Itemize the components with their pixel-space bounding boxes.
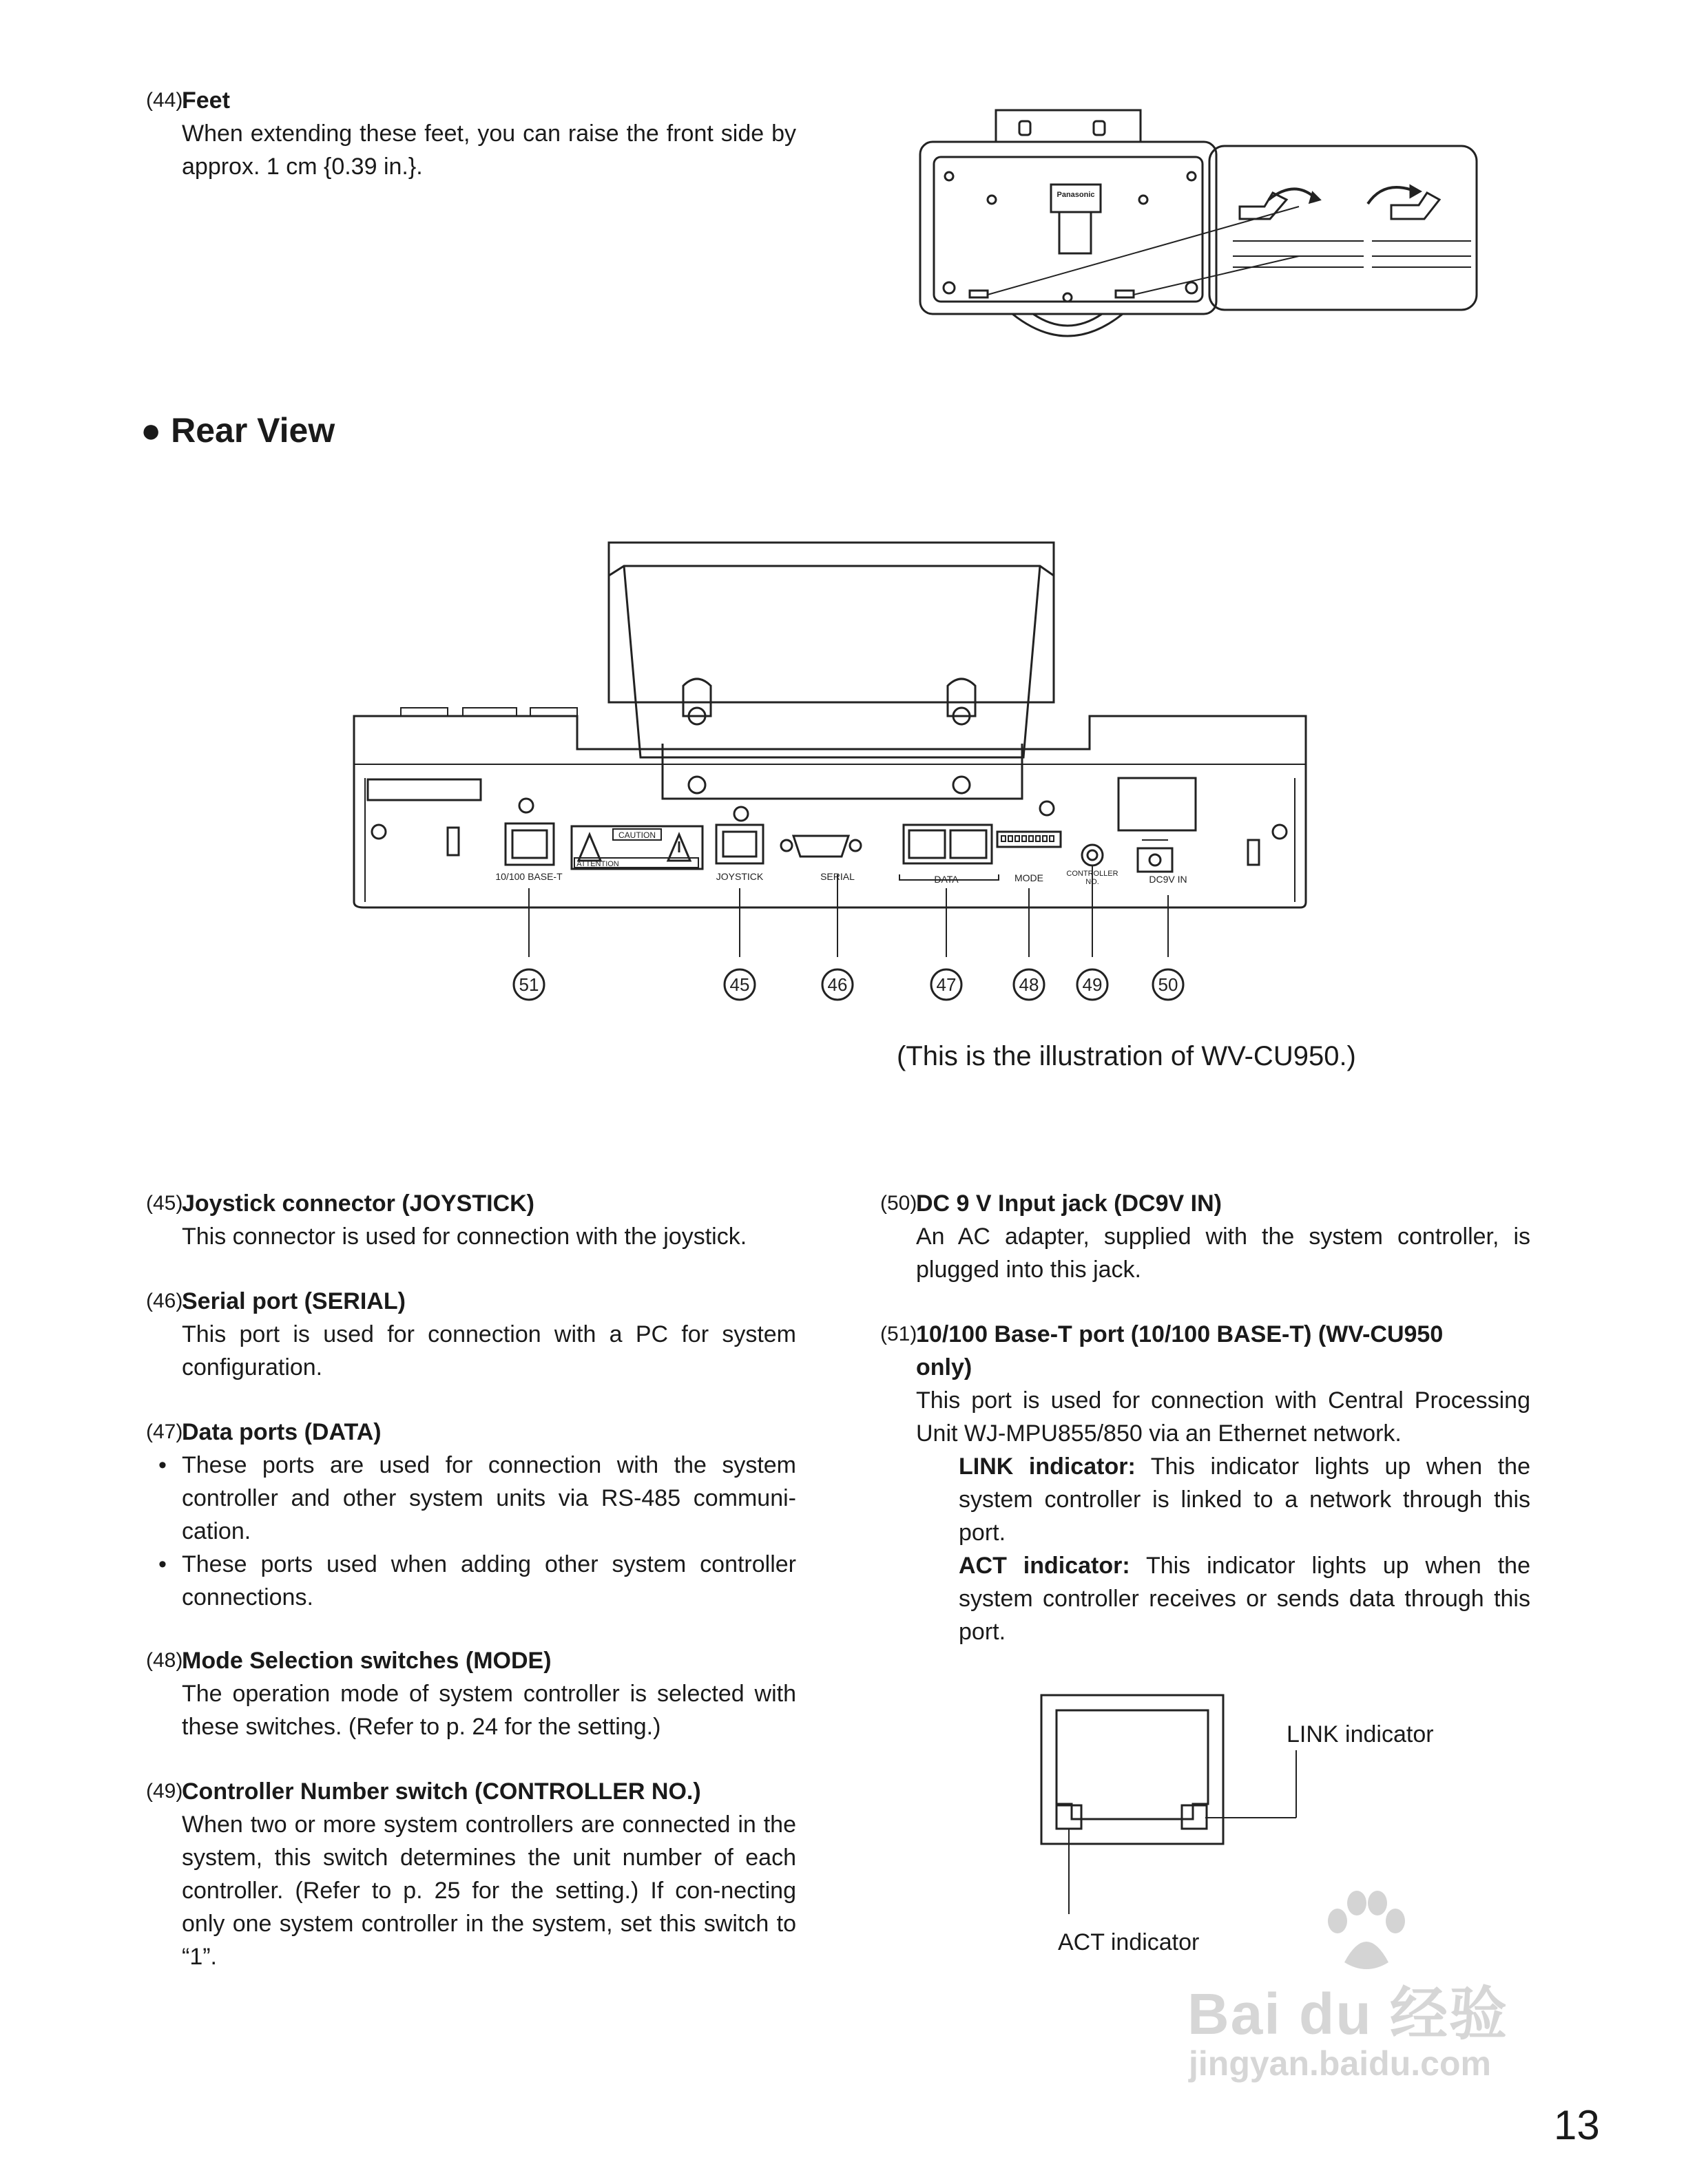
- item-title: Data ports (DATA): [182, 1419, 382, 1445]
- mode-label: MODE: [1014, 872, 1043, 883]
- item-body: The operation mode of system controller is selected with these switches. (Refer to p. 24 for the setting.): [182, 1681, 796, 1740]
- rear-view-heading: ● Rear View: [140, 411, 335, 450]
- port-outline: [1041, 1695, 1223, 1844]
- item-title: Controller Number switch (CONTROLLER NO.): [182, 1778, 701, 1805]
- callout-49: 49: [1082, 974, 1103, 995]
- watermark-brand: Bai du 经验: [1187, 1982, 1509, 2046]
- feet-item: [146, 84, 796, 183]
- item-body: This connector is used for connection with the joystick.: [182, 1224, 747, 1250]
- item-title: Mode Selection switches (MODE): [182, 1648, 552, 1674]
- item-dc-in: (50) DC 9 V Input jack (DC9V IN) An AC adapter, supplied with the system controller, is plugged into this jack.: [916, 1187, 1530, 1286]
- ethernet-label: 10/100 BASE-T: [495, 871, 563, 882]
- callout-51: 51: [519, 974, 539, 995]
- controller-number-switch: [1082, 845, 1103, 865]
- serial-port: [793, 836, 849, 857]
- act-indicator-label: ACT indicator: [1058, 1929, 1200, 1955]
- callout-45: 45: [729, 974, 750, 995]
- item-body: This port is used for connection with Central Processing Unit WJ-MPU855/850 via an Ethernet network.: [916, 1387, 1530, 1447]
- attention-text: ATTENTION: [576, 860, 619, 868]
- callout-48: 48: [1019, 974, 1039, 995]
- data-label: DATA: [934, 874, 959, 885]
- dc-label: DC9V IN: [1149, 874, 1187, 885]
- stand-tab: [996, 110, 1141, 142]
- item-body: This port is used for connection with a PC for system configuration.: [182, 1321, 796, 1380]
- rear-view-figure: [344, 530, 1322, 1026]
- item-body: When extending these feet, you can raise the front side by approx. 1 cm {0.39 in.}.: [182, 120, 796, 180]
- item-title: DC 9 V Input jack (DC9V IN): [916, 1190, 1222, 1217]
- callout-46: 46: [827, 974, 848, 995]
- list-item: • These ports used when adding other system controller connections.: [182, 1548, 796, 1614]
- list-item: • These ports are used for connection with the system controller and other system units via RS-485 communi-cation.: [182, 1449, 796, 1548]
- page-number: 13: [1554, 2102, 1600, 2148]
- item-data: (47) Data ports (DATA) • These ports are used for connection with the system controller and other system units via RS-485 communi-cation. • These ports used when adding other system controller connections.: [182, 1416, 796, 1614]
- serial-label: SERIAL: [820, 871, 855, 882]
- feet-figure: [909, 96, 1481, 351]
- item-ethernet: (51) 10/100 Base-T port (10/100 BASE-T) (WV-CU950 only) This port is used for connection with Central Processing Unit WJ-MPU855/850 via an Ethernet network. LINK indicator: This indicator lights up when the system controller is linked to a network through this port. ACT indicator: This indicator lights up when the system controller receives or sends data through this port.: [916, 1318, 1530, 1648]
- link-indicator-desc: LINK indicator: This indicator lights up when the system controller is linked to a network through this port.: [959, 1453, 1530, 1546]
- item-joystick: (45) Joystick connector (JOYSTICK) This connector is used for connection with the joystick.: [182, 1187, 796, 1253]
- item-title-line2: only): [916, 1354, 972, 1380]
- indicator-descriptions: [959, 1450, 1530, 1648]
- item-body: An AC adapter, supplied with the system controller, is plugged into this jack.: [916, 1224, 1530, 1283]
- controller-bottom: [920, 142, 1216, 314]
- zoom-detail-box: [1209, 146, 1477, 310]
- item-title-line1: 10/100 Base-T port (10/100 BASE-T) (WV-CU950: [916, 1321, 1444, 1347]
- brand-label: Panasonic: [1057, 191, 1095, 199]
- watermark: [1182, 1887, 1568, 2093]
- figure-caption: (This is the illustration of WV-CU950.): [897, 1041, 1356, 1071]
- item-mode: (48) Mode Selection switches (MODE) The operation mode of system controller is selected with these switches. (Refer to p. 24 for the setting.): [182, 1644, 796, 1743]
- controller-label-line1: CONTROLLER: [1066, 870, 1118, 878]
- item-title: Serial port (SERIAL): [182, 1288, 406, 1314]
- dc-in-jack: [1138, 848, 1172, 872]
- link-indicator-label: LINK indicator: [1287, 1721, 1434, 1747]
- watermark-url: jingyan.baidu.com: [1189, 2044, 1491, 2083]
- link-led: [1182, 1805, 1207, 1829]
- callout-47: 47: [936, 974, 957, 995]
- act-indicator-desc: ACT indicator: This indicator lights up when the system controller receives or sends data through this port.: [959, 1553, 1530, 1645]
- heading-bullet-icon: ●: [140, 411, 162, 450]
- act-led: [1057, 1805, 1081, 1829]
- controller-label-line2: NO.: [1085, 878, 1099, 886]
- item-title: Joystick connector (JOYSTICK): [182, 1190, 535, 1217]
- item-serial: (46) Serial port (SERIAL) This port is used for connection with a PC for system configuration.: [182, 1285, 796, 1384]
- item-body: When two or more system controllers are connected in the system, this switch determines the unit number of each controller. (Refer to p. 25 for the setting.) If con-necting only one system controller in the system, set this switch to “1”.: [182, 1812, 796, 1970]
- caution-text: CAUTION: [618, 830, 656, 840]
- item-controller-number: (49) Controller Number switch (CONTROLLER NO.) When two or more system controllers are connected in the system, this switch determines the unit number of each controller. (Refer to p. 25 for the setting.) If con-necting only one system controller in the system, set this switch to “1”.: [182, 1775, 796, 1973]
- joystick-label: JOYSTICK: [716, 871, 764, 882]
- item-title: Feet: [182, 87, 230, 114]
- callout-50: 50: [1158, 974, 1178, 995]
- item-number: (44): [146, 89, 183, 112]
